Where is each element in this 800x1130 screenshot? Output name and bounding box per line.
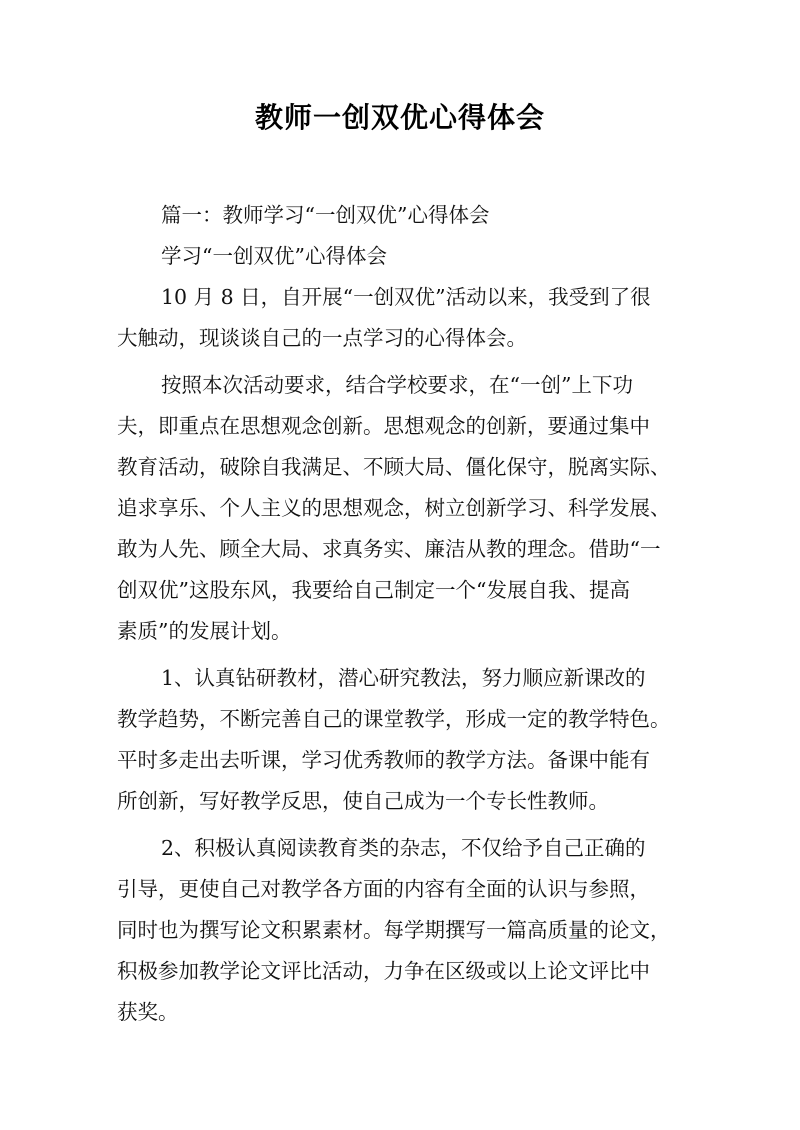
- paragraph-1-line-2: 大触动，现谈谈自己的一点学习的心得体会。: [117, 326, 527, 350]
- paragraph-4-line-5: 获奖。: [117, 1000, 179, 1024]
- paragraph-2-line-5: 敢为人先、顾全大局、求真务实、廉洁从教的理念。借助“一: [117, 537, 661, 561]
- paragraph-4-line-3: 同时也为撰写论文积累素材。每学期撰写一篇高质量的论文，: [117, 918, 671, 942]
- document-body: [117, 195, 683, 1033]
- paragraph-3-line-1: 1、认真钻研教材，潜心研究教法，努力顺应新课改的: [161, 666, 646, 690]
- paragraph-2-line-1: 按照本次活动要求，结合学校要求，在“一创”上下功: [161, 373, 633, 397]
- paragraph-1-line-1: 10 月 8 日，自开展“一创双优”活动以来，我受到了很: [161, 285, 651, 309]
- paragraph-2-line-7: 素质”的发展计划。: [117, 619, 292, 643]
- paragraph-2-line-2: 夫，即重点在思想观念创新。思想观念的创新，要通过集中: [117, 414, 650, 438]
- paragraph-3-line-2: 教学趋势，不断完善自己的课堂教学，形成一定的教学特色。: [117, 707, 671, 731]
- paragraph-3-line-4: 所创新，写好教学反思，使自己成为一个专长性教师。: [117, 789, 609, 813]
- paragraph-3-line-3: 平时多走出去听课，学习优秀教师的教学方法。备课中能有: [117, 748, 650, 772]
- document-title: 教师一创双优心得体会: [254, 101, 545, 134]
- paragraph-4-line-1: 2、积极认真阅读教育类的杂志，不仅给予自己正确的: [161, 836, 646, 860]
- paragraph-4-line-4: 积极参加教学论文评比活动，力争在区级或以上论文评比中: [117, 959, 650, 983]
- paragraph-2-line-3: 教育活动，破除自我满足、不顾大局、僵化保守，脱离实际、: [117, 455, 671, 479]
- paragraph-2-line-6: 创双优”这股东风，我要给自己制定一个“发展自我、提高: [117, 578, 630, 602]
- subsection-heading: 学习“一创双优”心得体会: [161, 244, 387, 268]
- section-heading: 篇一：教师学习“一创双优”心得体会: [161, 203, 490, 227]
- paragraph-2-line-4: 追求享乐、个人主义的思想观念，树立创新学习、科学发展、: [117, 496, 671, 520]
- paragraph-4-line-2: 引导，更使自己对教学各方面的内容有全面的认识与参照，: [117, 877, 650, 901]
